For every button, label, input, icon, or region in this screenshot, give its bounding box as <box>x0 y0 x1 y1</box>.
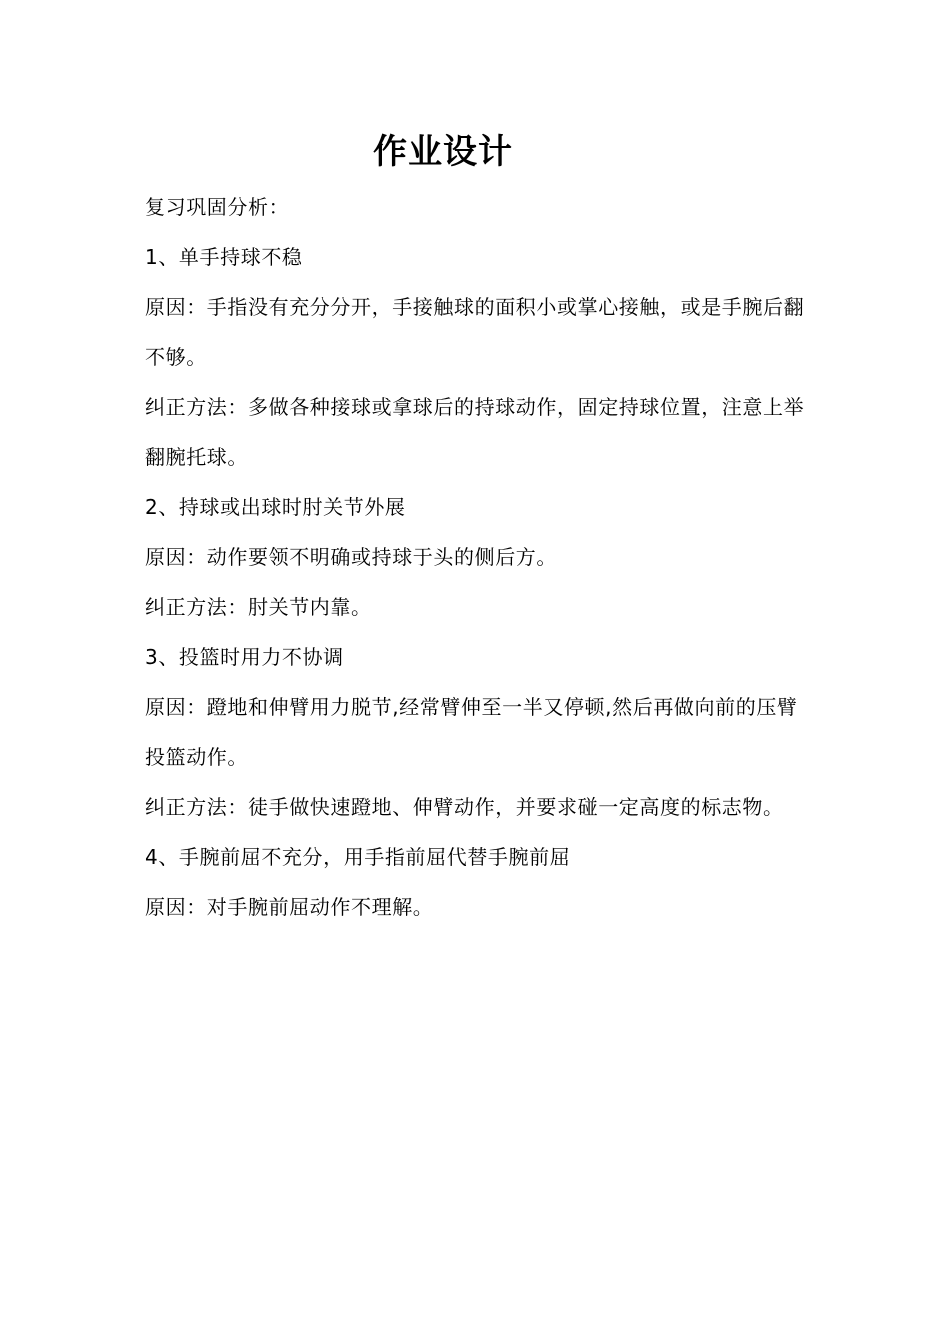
document-title: 作业设计 <box>373 132 513 172</box>
item-heading-4: 4、手腕前屈不充分，用手指前屈代替手腕前屈 <box>145 845 571 869</box>
item-correction-1: 纠正方法：多做各种接球或拿球后的持球动作，固定持球位置，注意上举翻腕托球。 <box>145 395 805 469</box>
item-correction-2: 纠正方法：肘关节内靠。 <box>145 595 372 619</box>
document-body <box>145 182 810 932</box>
item-cause-2: 原因：动作要领不明确或持球于头的侧后方。 <box>145 545 557 569</box>
section-heading: 复习巩固分析： <box>145 195 290 219</box>
item-heading-3: 3、投篮时用力不协调 <box>145 645 344 669</box>
item-correction-3: 纠正方法：徒手做快速蹬地、伸臂动作，并要求碰一定高度的标志物。 <box>145 795 784 819</box>
item-heading-2: 2、持球或出球时肘关节外展 <box>145 495 406 519</box>
item-cause-3: 原因：蹬地和伸臂用力脱节,经常臂伸至一半又停顿,然后再做向前的压臂投篮动作。 <box>145 695 798 769</box>
item-heading-1: 1、单手持球不稳 <box>145 245 303 269</box>
item-cause-1: 原因：手指没有充分分开，手接触球的面积小或掌心接触，或是手腕后翻不够。 <box>145 295 805 369</box>
item-cause-4: 原因：对手腕前屈动作不理解。 <box>145 895 434 919</box>
